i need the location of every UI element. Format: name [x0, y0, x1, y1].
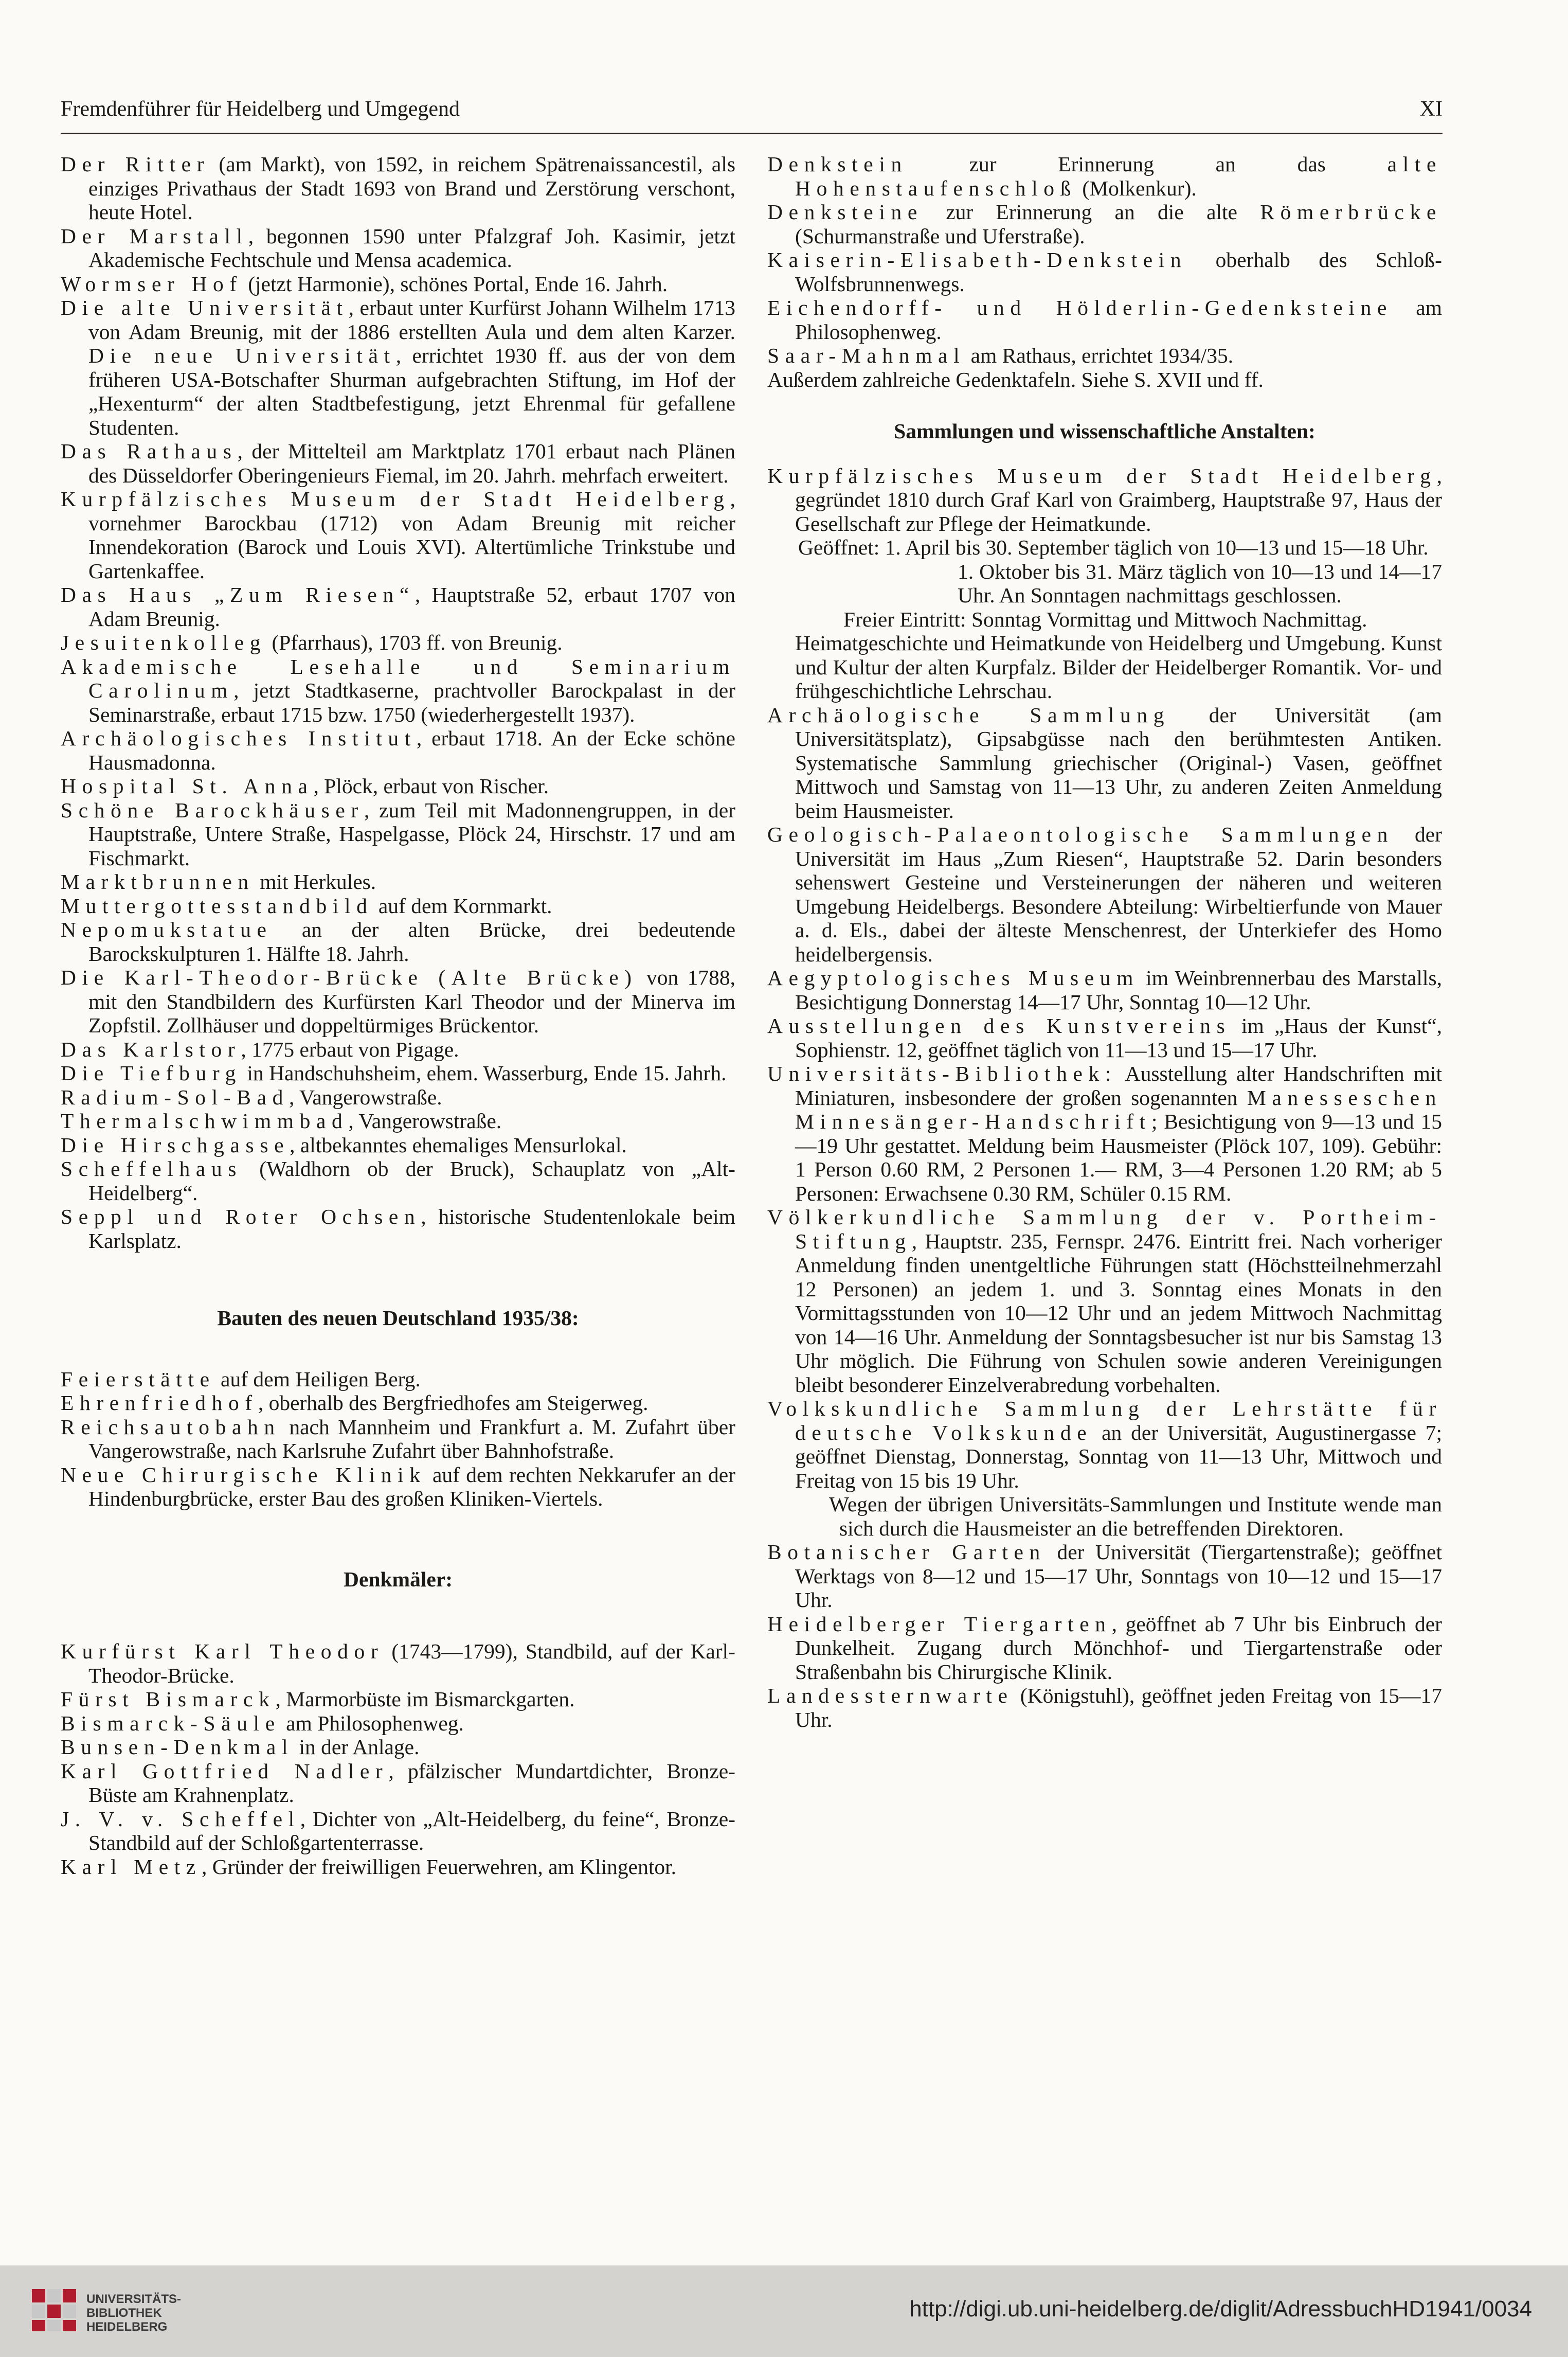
header-title: Fremdenführer für Heidelberg und Umgegend — [61, 97, 460, 121]
entry-karl-metz: Karl Metz, Gründer der freiwilligen Feuerwehren, am Klingentor. — [61, 1854, 677, 1879]
entry-chirurgische-klinik: Neue Chirurgische Klinik auf dem rechten Nekkarufer an der Hindenburgbrücke, erster Bau des großen Kliniken-Viertels. — [61, 1462, 735, 1510]
entry-denksteine-roemerbruecke: Denksteine zur Erinnerung an die alte Römerbrücke (Schurmanstraße und Uferstraße). — [767, 200, 1442, 248]
entry-denkstein-hohenstaufen: Denkstein zur Erinnerung an das alte Hohenstaufenschloß (Molkenkur). — [767, 152, 1442, 200]
library-name: UNIVERSITÄTS- BIBLIOTHEK HEIDELBERG — [86, 2292, 182, 2334]
entry-aegyptologisches-museum: Aegyptologisches Museum im Weinbrennerbau des Marstalls, Besichtigung Donnerstag 14—17 Uhr, Sonntag 10—12 Uhr. — [767, 966, 1442, 1014]
entry-radium-bad: Radium-Sol-Bad, Vangerowstraße. — [61, 1085, 442, 1109]
entry-gedenktafeln: Außerdem zahlreiche Gedenktafeln. Siehe S. XVII und ff. — [767, 367, 1264, 391]
entry-bismarck: Fürst Bismarck, Marmorbüste im Bismarckgarten. — [61, 1687, 575, 1711]
page-number: XI — [1419, 97, 1443, 121]
entry-marstall: Der Marstall, begonnen 1590 unter Pfalzgraf Joh. Kasimir, jetzt Akademische Fechtschule und Mensa academica. — [61, 224, 735, 272]
digitization-footer — [0, 2265, 1568, 2357]
entry-scheffelhaus: Scheffelhaus (Waldhorn ob der Bruck), Schauplatz von „Alt-Heidelberg“. — [61, 1157, 735, 1205]
entry-karl-theodor: Kurfürst Karl Theodor (1743—1799), Standbild, auf der Karl-Theodor-Brücke. — [61, 1639, 735, 1687]
entry-haus-zum-riesen: Das Haus „Zum Riesen“, Hauptstraße 52, erbaut 1707 von Adam Breunig. — [61, 583, 735, 631]
library-logo-icon — [30, 2287, 77, 2332]
entry-archaeologische-sammlung: Archäologische Sammlung der Universität (am Universitätsplatz), Gipsabgüsse nach den berühmtesten Antiken. Systematische Sammlung griechischer (Original-) Vasen, geöffnet Mittwoch und Samstag von 11—13 Uhr, zu anderen Zeiten Anmeldung beim Hausmeister. — [767, 703, 1442, 823]
entry-hirschgasse: Die Hirschgasse, altbekanntes ehemaliges Mensurlokal. — [61, 1133, 627, 1157]
museum-description: Heimatgeschichte und Heimatkunde von Heidelberg und Umgebung. Kunst und Kultur der alten Kurpfalz. Bilder der Heidelberger Romantik. Vor- und frühgeschichtliche Lehrschau. — [795, 631, 1442, 703]
left-column — [61, 152, 735, 1879]
entry-marktbrunnen: Marktbrunnen mit Herkules. — [61, 870, 376, 894]
entry-museum-heidelberg: Kurpfälzisches Museum der Stadt Heidelberg, gegründet 1810 durch Graf Karl von Graimberg, Hauptstraße 97, Haus der Gesellschaft zur Pflege der Heimatkunde. — [767, 463, 1442, 535]
section-title-neubauten: Bauten des neuen Deutschland 1935/38: — [217, 1306, 579, 1330]
entry-archaeologisches-institut: Archäologisches Institut, erbaut 1718. An der Ecke schöne Hausmadonna. — [61, 726, 735, 774]
entry-karlstor: Das Karlstor, 1775 erbaut von Pigage. — [61, 1037, 459, 1061]
entry-bismarck-saeule: Bismarck-Säule am Philosophenweg. — [61, 1711, 464, 1735]
entry-nadler: Karl Gottfried Nadler, pfälzischer Mundartdichter, Bronze-Büste am Krahnenplatz. — [61, 1759, 735, 1807]
note-sammlungen: Wegen der übrigen Universitäts-Sammlungen und Institute wende man sich durch die Hausmeister an die betreffenden Direktoren. — [829, 1492, 1442, 1540]
entry-voelkerkunde: Völkerkundliche Sammlung der v. Portheim-Stiftung, Hauptstr. 235, Fernspr. 2476. Eintritt frei. Nach vorheriger Anmeldung finden unentgeltliche Führungen statt (Höchstteilnehmerzahl 12 Personen) an jedem 1. und 3. Sonntag eines Monats in den Vormittagsstunden von 10—12 Uhr und an jedem Mittwoch Nachmittag von 14—16 Uhr. Anmeldung der Sonntagsbesucher ist nur bis Samstag 13 Uhr möglich. Die Führung von Schulen sowie anderen Vereinigungen bleibt besonderer Einzelverabredung vorbehalten. — [767, 1205, 1442, 1397]
entry-kaiserin-elisabeth: Kaiserin-Elisabeth-Denkstein oberhalb des Schloß-Wolfsbrunnenwegs. — [767, 248, 1442, 296]
museum-hours-winter: 1. Oktober bis 31. März täglich von 10—13 und 14—17 Uhr. An Sonntagen nachmittags geschlossen. — [958, 559, 1442, 607]
entry-geologische-sammlungen: Geologisch-Palaeontologische Sammlungen der Universität im Haus „Zum Riesen“, Hauptstraße 52. Darin besonders sehenswert Gesteine und Versteinerungen der näheren und weiteren Umgebung Heidelbergs. Besondere Abteilung: Wirbeltierfunde von Mauer a. d. Els., dabei der älteste Menschenrest, der Unterkiefer des Homo heidelbergensis. — [767, 823, 1442, 966]
entry-eichendorff: Eichendorff- und Hölderlin-Gedenksteine am Philosophenweg. — [767, 296, 1442, 344]
entry-saar-mahnmal: Saar-Mahnmal am Rathaus, errichtet 1934/35. — [767, 344, 1234, 367]
entry-botanischer-garten: Botanischer Garten der Universität (Tiergartenstraße); geöffnet Werktags von 8—12 und 15—17 Uhr, Sonntags von 10—12 und 15—17 Uhr. — [767, 1540, 1442, 1612]
right-column — [767, 152, 1442, 1731]
entry-ehrenfriedhof: Ehrenfriedhof, oberhalb des Bergfriedhofes am Steigerweg. — [61, 1391, 648, 1415]
entry-volkskunde: Volkskundliche Sammlung der Lehrstätte für deutsche Volkskunde an der Universität, Augustinergasse 7; geöffnet Dienstag, Donnerstag, Sonntag von 11—13 Uhr, Mittwoch und Freitag von 15 bis 19 Uhr. — [767, 1397, 1442, 1492]
entry-reichsautobahn: Reichsautobahn nach Mannheim und Frankfurt a. M. Zufahrt über Vangerowstraße, nach Karlsruhe Zufahrt über Bahnhofstraße. — [61, 1415, 735, 1462]
entry-wormser-hof: Wormser Hof (jetzt Harmonie), schönes Portal, Ende 16. Jahrh. — [61, 272, 668, 296]
header-rule — [61, 133, 1443, 134]
entry-alte-bruecke: Die Karl-Theodor-Brücke (Alte Brücke) von 1788, mit den Standbildern des Kurfürsten Karl Theodor und der Minerva im Zopfstil. Zollhäuser und doppeltürmiges Brückentor. — [61, 966, 736, 1037]
entry-seppl: Seppl und Roter Ochsen, historische Studentenlokale beim Karlsplatz. — [61, 1205, 735, 1253]
entry-universitaet: Die alte Universität, erbaut unter Kurfürst Johann Wilhelm 1713 von Adam Breunig, mit der 1886 erstellten Aula und dem alten Karzer. Die neue Universität, errichtet 1930 ff. aus der von dem früheren USA-Botschafter Shurman aufgebrachten Stiftung, im Hof der „Hexenturm“ der alten Stadtbefestigung, jetzt Ehrenmal für gefallene Studenten. — [61, 296, 736, 439]
entry-bunsen: Bunsen-Denkmal in der Anlage. — [61, 1735, 420, 1759]
entry-kunstverein: Ausstellungen des Kunstvereins im „Haus der Kunst“, Sophienstr. 12, geöffnet täglich von 11—13 und 15—17 Uhr. — [767, 1014, 1442, 1062]
entry-barockhaeuser: Schöne Barockhäuser, zum Teil mit Madonnengruppen, in der Hauptstraße, Untere Straße, Haspelgasse, Plöck 24, Hirschstr. 17 und am Fischmarkt. — [61, 798, 735, 870]
museum-free-entry: Freier Eintritt: Sonntag Vormittag und Mittwoch Nachmittag. — [843, 607, 1367, 631]
entry-jesuitenkolleg: Jesuitenkolleg (Pfarrhaus), 1703 ff. von Breunig. — [61, 631, 563, 654]
section-title-sammlungen: Sammlungen und wissenschaftliche Anstalten: — [894, 419, 1315, 443]
entry-lesehalle: Akademische Lesehalle und Seminarium Carolinum, jetzt Stadtkaserne, prachtvoller Barockpalast in der Seminarstraße, erbaut 1715 bzw. 1750 (wiederhergestellt 1937). — [61, 654, 735, 726]
entry-scheffel: J. V. v. Scheffel, Dichter von „Alt-Heidelberg, du feine“, Bronze-Standbild auf der Schloßgartenterrasse. — [61, 1807, 735, 1854]
entry-landessternwarte: Landessternwarte (Königstuhl), geöffnet jeden Freitag von 15—17 Uhr. — [767, 1684, 1442, 1731]
museum-hours-summer: Geöffnet: 1. April bis 30. September täglich von 10—13 und 15—18 Uhr. — [798, 535, 1429, 559]
entry-rathaus: Das Rathaus, der Mittelteil am Marktplatz 1701 erbaut nach Plänen des Düsseldorfer Oberingenieurs Fiemal, im 20. Jahrh. mehrfach erweitert. — [61, 439, 735, 487]
entry-feierstaette: Feierstätte auf dem Heiligen Berg. — [61, 1367, 421, 1391]
entry-thermalbad: Thermalschwimmbad, Vangerowstraße. — [61, 1109, 502, 1133]
entry-kurpfaelzisches-museum: Kurpfälzisches Museum der Stadt Heidelberg, vornehmer Barockbau (1712) von Adam Breunig mit reicher Innendekoration (Barock und Louis XVI). Altertümliche Trinkstube und Gartenkaffee. — [61, 487, 735, 583]
section-title-denkmaeler: Denkmäler: — [343, 1567, 453, 1591]
entry-muttergottes: Muttergottesstandbild auf dem Kornmarkt. — [61, 894, 552, 918]
running-header — [61, 97, 1443, 143]
entry-nepomuk: Nepomukstatue an der alten Brücke, drei bedeutende Barockskulpturen 1. Hälfte 18. Jahrh. — [61, 918, 735, 966]
entry-hospital: Hospital St. Anna, Plöck, erbaut von Rischer. — [61, 774, 549, 798]
entry-tiergarten: Heidelberger Tiergarten, geöffnet ab 7 Uhr bis Einbruch der Dunkelheit. Zugang durch Mönchhof- und Tiergartenstraße oder Straßenbahn bis Chirurgische Klinik. — [767, 1612, 1442, 1684]
entry-tiefburg: Die Tiefburg in Handschuhsheim, ehem. Wasserburg, Ende 15. Jahrh. — [61, 1061, 727, 1085]
entry-ritter: Der Ritter (am Markt), von 1592, in reichem Spätrenaissancestil, als einziges Privathaus der Stadt 1693 von Brand und Zerstörung verschont, heute Hotel. — [61, 152, 736, 224]
source-url[interactable]: http://digi.ub.uni-heidelberg.de/diglit/AdressbuchHD1941/0034 — [909, 2296, 1532, 2322]
entry-universitaets-bibliothek: Universitäts-Bibliothek: Ausstellung alter Handschriften mit Miniaturen, insbesondere der großen sogenannten Manesseschen Minnesänger-Handschrift; Besichtigung von 9—13 und 15—19 Uhr gestattet. Meldung beim Hausmeister (Plöck 107, 109). Gebühr: 1 Person 0.60 RM, 2 Personen 1.— RM, 3—4 Personen 1.20 RM; ab 5 Personen: Erwachsene 0.30 RM, Schüler 0.15 RM. — [767, 1062, 1442, 1205]
